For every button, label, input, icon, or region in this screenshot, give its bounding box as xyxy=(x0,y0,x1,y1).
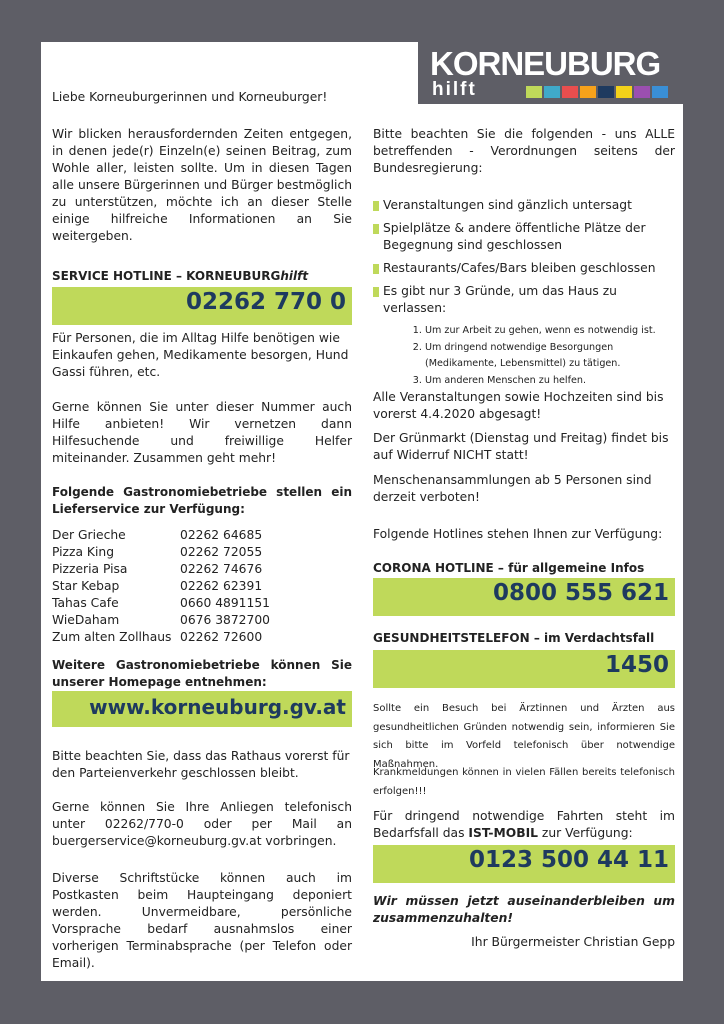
rathaus-paragraph: Bitte beachten Sie, dass das Rathaus vorerst für den Parteienverkehr geschlossen bleibt. xyxy=(52,749,350,780)
restaurant-phone: 02262 62391 xyxy=(180,579,263,593)
restaurant-phone: 0676 3872700 xyxy=(180,613,270,627)
ist-mobil-number: 0123 500 44 11 xyxy=(468,847,669,873)
color-swatch xyxy=(526,86,542,98)
gastro-heading: Folgende Gastronomiebetriebe stellen ein Lieferservice zur Verfügung: xyxy=(52,485,352,516)
service-hotline-number: 02262 770 0 xyxy=(185,289,346,315)
doctor-paragraph: Sollte ein Besuch bei Ärztinnen und Ärzten aus gesundheitlichen Gründen notwendig sein, informieren Sie sich bitte im Vorfeld telefonisch über notwendige Maßnahmen. xyxy=(373,703,675,770)
contact-paragraph: Gerne können Sie Ihre Anliegen telefonisch unter 02262/770-0 oder per Mail an buergerservice@korneuburg.gv.at vorbringen. xyxy=(52,800,352,848)
service-hotline-band xyxy=(52,287,352,325)
color-swatch xyxy=(634,86,650,98)
restaurant-phone: 02262 74676 xyxy=(180,562,263,576)
corona-hotline-heading: CORONA HOTLINE – für allgemeine Infos xyxy=(373,561,645,575)
health-phone-number: 1450 xyxy=(604,652,669,678)
restaurant-name: Star Kebap xyxy=(52,579,120,593)
logo-wordmark: KORNEUBURG xyxy=(430,45,661,82)
reason-item: 2. Um dringend notwendige Besorgungen (Medikamente, Lebensmittel) zu tätigen. xyxy=(425,340,675,373)
regulation-item: Veranstaltungen sind gänzlich untersagt xyxy=(373,197,675,214)
intro-paragraph: Wir blicken herausfordernden Zeiten entgegen, in denen jede(r) Einzeln(e) seinen Beitrag, zum Wohle aller, leisten sollte. Um in diesen Tagen alle unsere Bürgerinnen und Bürger bestmöglich zu unterstützen, möchte ich an dieser Stelle einige hilfreiche Informationen an Sie weitergeben. xyxy=(52,127,352,243)
corona-hotline-number: 0800 555 621 xyxy=(492,580,669,606)
service-hotline-heading: SERVICE HOTLINE – KORNEUBURGhilft xyxy=(52,269,309,283)
documents-paragraph: Diverse Schriftstücke können auch im Postkasten beim Haupteingang deponiert werden. Unvermeidbare, persönliche Vorsprache bedarf ausnahmslos einer vorherigen Terminabsprache (per Telefon oder Email). xyxy=(52,871,352,970)
offer-help-paragraph: Gerne können Sie unter dieser Nummer auch Hilfe anbieten! Wir vernetzen dann Hilfesuchende und freiwillige Helfer miteinander. Zusammen geht mehr! xyxy=(52,400,352,465)
website-link[interactable]: www.korneuburg.gv.at xyxy=(89,695,346,719)
corona-hotline-band xyxy=(373,578,675,616)
website-band xyxy=(52,691,352,727)
sick-note-paragraph: Krankmeldungen können in vielen Fällen bereits telefonisch erfolgen!!! xyxy=(373,767,675,797)
restaurant-name: Pizza King xyxy=(52,545,114,559)
restaurant-phone: 0660 4891151 xyxy=(180,596,270,610)
regulation-item: Restaurants/Cafes/Bars bleiben geschlossen xyxy=(373,260,675,277)
korneuburg-hilft-logo xyxy=(418,42,683,104)
crowds-paragraph: Menschenansammlungen ab 5 Personen sind derzeit verboten! xyxy=(373,473,652,504)
color-swatch xyxy=(598,86,614,98)
reasons-list xyxy=(373,323,675,389)
market-paragraph: Der Grünmarkt (Dienstag und Freitag) findet bis auf Widerruf NICHT statt! xyxy=(373,431,669,462)
regulations-list xyxy=(373,197,675,389)
color-swatch xyxy=(562,86,578,98)
restaurant-phone: 02262 72600 xyxy=(180,630,263,644)
reason-item: 1. Um zur Arbeit zu gehen, wenn es notwendig ist. xyxy=(425,323,675,340)
color-swatch xyxy=(580,86,596,98)
restaurant-name: Der Grieche xyxy=(52,528,126,542)
restaurant-name: Tahas Cafe xyxy=(52,596,119,610)
logo-subtitle: hilft xyxy=(432,79,477,100)
restaurant-phone: 02262 64685 xyxy=(180,528,263,542)
health-phone-heading: GESUNDHEITSTELEFON – im Verdachtsfall xyxy=(373,631,655,645)
reason-item: 3. Um anderen Menschen zu helfen. xyxy=(425,373,675,390)
hotlines-intro: Folgende Hotlines stehen Ihnen zur Verfügung: xyxy=(373,527,663,541)
slogan: Wir müssen jetzt auseinanderbleiben um zusammenzuhalten! xyxy=(373,894,675,925)
ist-mobil-paragraph: Für dringend notwendige Fahrten steht im Bedarfsfall das IST-MOBIL zur Verfügung: xyxy=(373,809,675,840)
health-phone-band xyxy=(373,650,675,688)
regulations-intro: Bitte beachten Sie die folgenden - uns ALLE betreffenden - Verordnungen seitens der Bundesregierung: xyxy=(373,127,675,175)
logo-color-swatches xyxy=(526,86,670,98)
color-swatch xyxy=(544,86,560,98)
restaurant-phone: 02262 72055 xyxy=(180,545,263,559)
restaurant-name: Pizzeria Pisa xyxy=(52,562,128,576)
events-paragraph: Alle Veranstaltungen sowie Hochzeiten sind bis vorerst 4.4.2020 abgesagt! xyxy=(373,390,664,421)
color-swatch xyxy=(652,86,668,98)
restaurant-name: Zum alten Zollhaus xyxy=(52,630,172,644)
greeting: Liebe Korneuburgerinnen und Korneuburger! xyxy=(52,90,328,104)
more-gastro-heading: Weitere Gastronomiebetriebe können Sie unserer Homepage entnehmen: xyxy=(52,658,352,689)
service-description: Für Personen, die im Alltag Hilfe benötigen wie Einkaufen gehen, Medikamente besorgen, Hund Gassi führen, etc. xyxy=(52,331,349,379)
regulation-item: Spielplätze & andere öffentliche Plätze der Begegnung sind geschlossen xyxy=(373,220,675,254)
restaurant-name: WieDaham xyxy=(52,613,120,627)
ist-mobil-band xyxy=(373,845,675,883)
regulation-item: Es gibt nur 3 Gründe, um das Haus zu verlassen: xyxy=(373,283,675,317)
color-swatch xyxy=(616,86,632,98)
signature: Ihr Bürgermeister Christian Gepp xyxy=(471,935,675,949)
restaurant-list xyxy=(52,527,352,646)
